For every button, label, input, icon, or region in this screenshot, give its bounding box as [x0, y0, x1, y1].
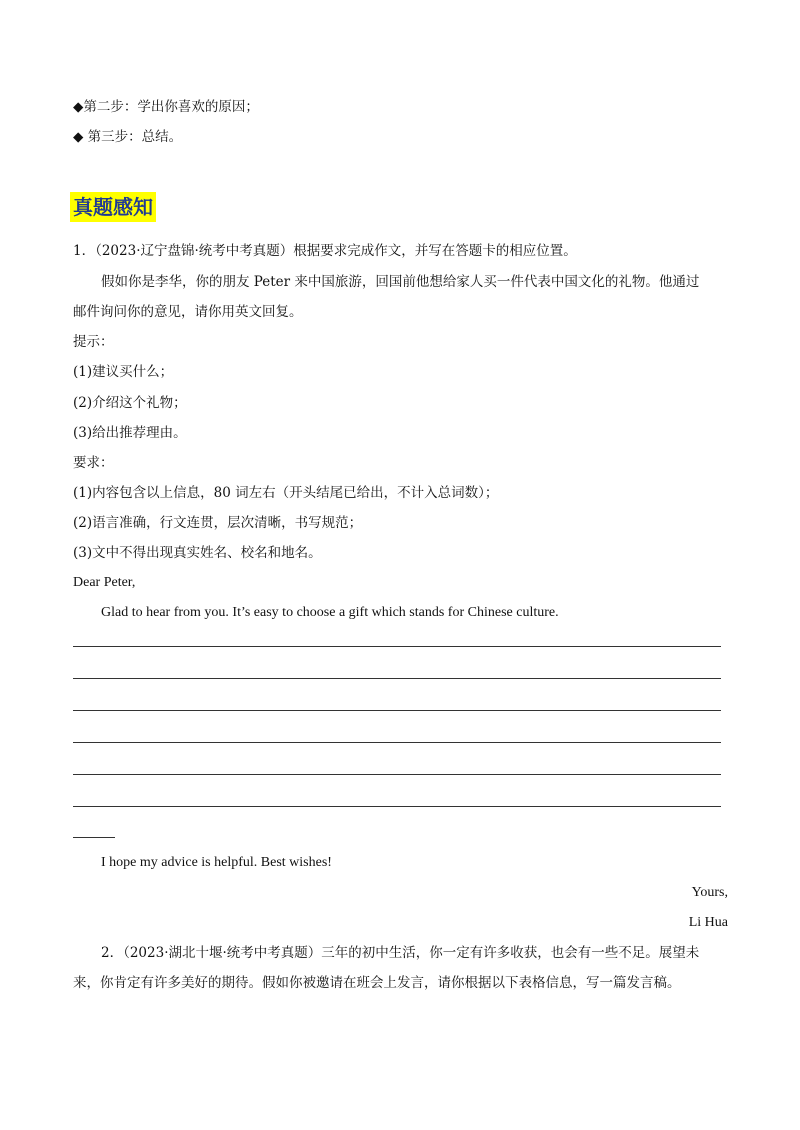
question-1-title: 1．（2023·辽宁盘锦·统考中考真题）根据要求完成作文，并写在答题卡的相应位置。 [73, 243, 577, 259]
answer-line[interactable] [73, 710, 721, 711]
hints-label: 提示： [73, 334, 114, 350]
hint-item: (1)建议买什么； [73, 364, 174, 380]
letter-greeting: Dear Peter, [73, 575, 136, 590]
hint-item: (2)介绍这个礼物； [73, 395, 187, 411]
answer-line[interactable] [73, 646, 721, 647]
answer-line-short[interactable] [73, 837, 115, 838]
section-heading: 真题感知 [70, 192, 156, 222]
answer-line[interactable] [73, 806, 721, 807]
step-2-text: ◆第二步：学出你喜欢的原因； [73, 99, 259, 115]
answer-line[interactable] [73, 774, 721, 775]
letter-signature: Li Hua [688, 915, 728, 930]
requirement-item: (3)文中不得出现真实姓名、校名和地名。 [73, 545, 322, 561]
answer-line[interactable] [73, 742, 721, 743]
letter-closing: I hope my advice is helpful. Best wishes! [101, 855, 332, 870]
letter-opening: Glad to hear from you. It’s easy to choose a gift which stands for Chinese culture. [101, 605, 559, 620]
requirement-item: (2)语言准确，行文连贯，层次清晰，书写规范； [73, 515, 363, 531]
step-3-text: ◆ 第三步：总结。 [73, 129, 183, 145]
question-2-line-2: 来，你肯定有许多美好的期待。假如你被邀请在班会上发言，请你根据以下表格信息，写一篇发言稿。 [73, 975, 681, 991]
question-2-line-1: 2．（2023·湖北十堰·统考中考真题）三年的初中生活，你一定有许多收获，也会有一些不足。展望未 [101, 945, 700, 961]
letter-signoff: Yours, [691, 885, 728, 900]
hint-item: (3)给出推荐理由。 [73, 425, 187, 441]
question-1-prompt-line-1: 假如你是李华，你的朋友 Peter 来中国旅游，回国前他想给家人买一件代表中国文化的礼物。他通过 [101, 274, 700, 290]
answer-line[interactable] [73, 678, 721, 679]
question-1-prompt-line-2: 邮件询问你的意见，请你用英文回复。 [73, 304, 303, 320]
requirement-item: (1)内容包含以上信息，80 词左右（开头结尾已给出，不计入总词数）； [73, 485, 499, 501]
requirements-label: 要求： [73, 455, 114, 471]
